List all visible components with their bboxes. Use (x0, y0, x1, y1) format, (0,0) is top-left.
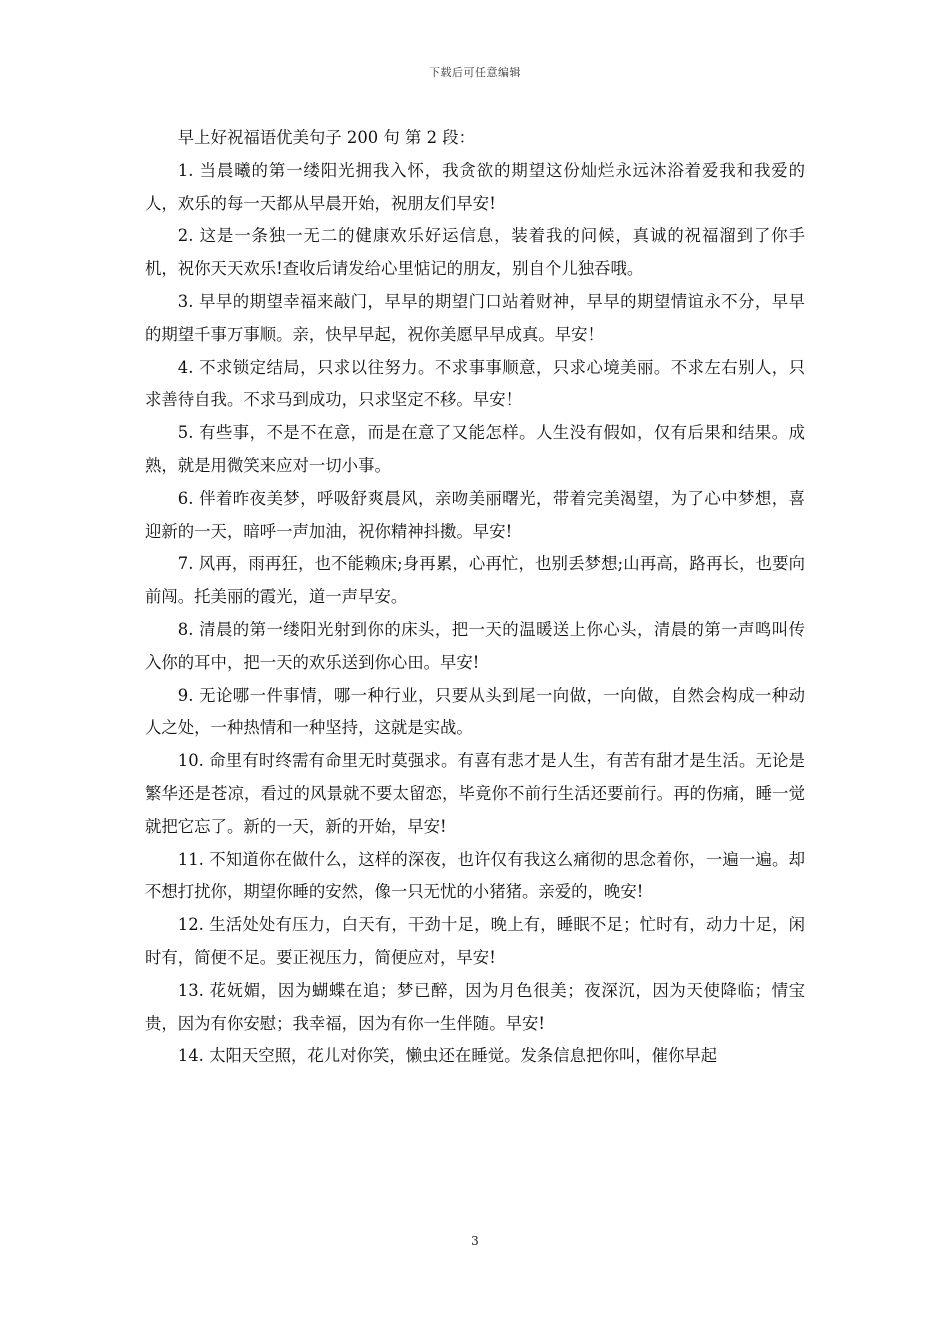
paragraph-11: 11. 不知道你在做什么，这样的深夜，也许仅有我这么痛彻的思念着你，一遍一遍。却不想打扰你，期望你睡的安然，像一只无忧的小猪猪。亲爱的，晚安! (145, 849, 805, 902)
paragraph-9: 9. 无论哪一件事情，哪一种行业，只要从头到尾一向做，一向做，自然会构成一种动人之处，一种热情和一种坚持，这就是实战。 (145, 685, 805, 738)
paragraph-8: 8. 清晨的第一缕阳光射到你的床头，把一天的温暖送上你心头，清晨的第一声鸣叫传入你的耳中，把一天的欢乐送到你心田。早安! (145, 619, 805, 672)
section-title: 早上好祝福语优美句子 200 句 第 2 段： (177, 128, 476, 147)
paragraph-13: 13. 花妩媚，因为蝴蝶在追；梦已醉，因为月色很美；夜深沉，因为天使降临；情宝贵，因为有你安慰；我幸福，因为有你一生伴随。早安! (145, 980, 805, 1033)
paragraph-12: 12. 生活处处有压力，白天有，干劲十足，晚上有，睡眠不足；忙时有，动力十足，闲时有，简便不足。要正视压力，简便应对，早安! (145, 915, 805, 967)
paragraph-6: 6. 伴着昨夜美梦，呼吸舒爽晨风，亲吻美丽曙光，带着完美渴望，为了心中梦想，喜迎新的一天，暗呼一声加油，祝你精神抖擞。早安! (145, 488, 805, 541)
document-body (145, 122, 805, 1073)
page-number: 3 (471, 1234, 479, 1248)
header-note: 下载后可任意编辑 (429, 66, 521, 79)
paragraph-14: 14. 太阳天空照，花儿对你笑，懒虫还在睡觉。发条信息把你叫，催你早起 (177, 1046, 718, 1066)
paragraph-4: 4. 不求锁定结局，只求以往努力。不求事事顺意，只求心境美丽。不求左右别人，只求善待自我。不求马到成功，只求坚定不移。早安！ (145, 357, 805, 410)
paragraph-5: 5. 有些事，不是不在意，而是在意了又能怎样。人生没有假如，仅有后果和结果。成熟，就是用微笑来应对一切小事。 (145, 423, 805, 475)
paragraph-3: 3. 早早的期望幸福来敲门，早早的期望门口站着财神，早早的期望情谊永不分，早早的期望千事万事顺。亲，快早早起，祝你美愿早早成真。早安！ (145, 291, 805, 344)
paragraph-7: 7. 风再，雨再狂，也不能赖床;身再累，心再忙，也别丢梦想;山再高，路再长，也要向前闯。托美丽的霞光，道一声早安。 (145, 554, 805, 607)
paragraph-2: 2. 这是一条独一无二的健康欢乐好运信息，装着我的问候，真诚的祝福溜到了你手机，祝你天天欢乐!查收后请发给心里惦记的朋友，别自个儿独吞哦。 (145, 226, 805, 279)
paragraph-1: 1. 当晨曦的第一缕阳光拥我入怀，我贪欲的期望这份灿烂永远沐浴着爱我和我爱的人，欢乐的每一天都从早晨开始，祝朋友们早安! (145, 160, 805, 213)
paragraph-10: 10. 命里有时终需有命里无时莫强求。有喜有悲才是人生，有苦有甜才是生活。无论是繁华还是苍凉，看过的风景就不要太留恋，毕竟你不前行生活还要前行。再的伤痛，睡一觉就把它忘了。新的一天，新的开始，早安! (145, 751, 805, 836)
